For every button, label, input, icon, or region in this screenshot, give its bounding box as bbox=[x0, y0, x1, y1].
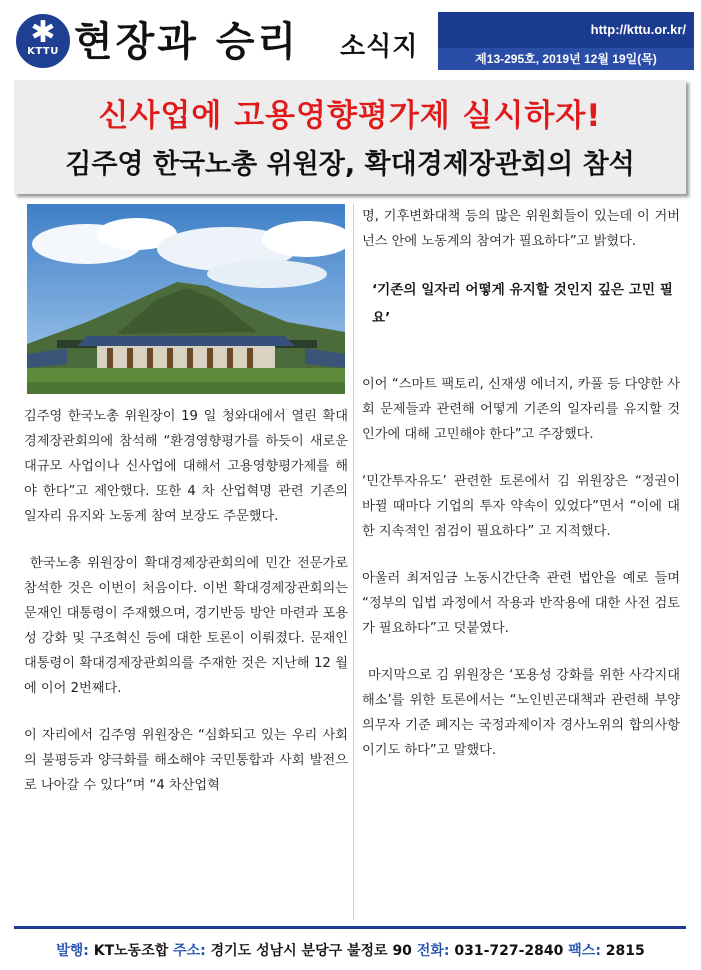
issue-info-box bbox=[438, 12, 694, 70]
article-paragraph: ‘민간투자유도’ 관련한 토론에서 김 위원장은 “정권이 바뀔 때마다 기업의 투자 약속이 있었다”면서 “이에 대한 지속적인 점검이 필요하다” 고 지적했다. bbox=[362, 474, 680, 539]
publisher-label: 발행: bbox=[56, 943, 89, 959]
masthead-subtitle: 소식지 bbox=[340, 32, 419, 62]
publisher-name: KT노동조합 bbox=[93, 943, 169, 959]
issue-number-date: 제13-295호, 2019년 12월 19일(목) bbox=[438, 48, 694, 70]
website-url[interactable]: http://kttu.or.kr/ bbox=[590, 22, 686, 37]
masthead-title: 현장과 승리 bbox=[74, 18, 300, 65]
fax-label: 팩스: bbox=[568, 943, 601, 959]
column-divider bbox=[353, 204, 355, 920]
article-paragraph: 이어 “스마트 팩토리, 신재생 에너지, 카풀 등 다양한 사회 문제들과 관련해 어떻게 기존의 일자리를 유지할 것인가에 대해 고민해야 한다”고 주장했다. bbox=[362, 377, 680, 442]
article-paragraph: 한국노총 위원장이 확대경제장관회의에 민간 전문가로 참석한 것은 이번이 처음이다. 이번 확대경제장관회의는 문재인 대통령이 주재했으며, 경기반등 방안 마련과 포용성 강화 및 구조혁신 등에 대한 토론이 이뤄졌다. 문재인 대통령이 확대경제장관회의를 주재한 것은 지난해 12 월에 이어 2번째다. bbox=[24, 556, 348, 696]
fax-value: 2815 bbox=[605, 943, 645, 959]
section-subhead: ‘기존의 일자리 어떻게 유지할 것인지 깊은 고민 필요’ bbox=[372, 282, 673, 326]
kttu-logo bbox=[16, 14, 70, 68]
logo-text: KTTU bbox=[27, 46, 59, 57]
sub-headline: 김주영 한국노총 위원장, 확대경제장관회의 참석 bbox=[65, 149, 635, 180]
blue-house-photo bbox=[27, 204, 345, 394]
photo-illustration bbox=[27, 204, 345, 394]
footer-rule bbox=[14, 926, 686, 929]
address-label: 주소: bbox=[173, 943, 206, 959]
address-value: 경기도 성남시 분당구 불정로 90 bbox=[210, 943, 412, 959]
phone-value: 031-727-2840 bbox=[454, 943, 564, 959]
main-headline: 신사업에 고용영향평가제 실시하자! bbox=[98, 98, 602, 134]
publisher-footer bbox=[0, 940, 701, 960]
article-left-column bbox=[24, 404, 348, 820]
article-right-column bbox=[362, 204, 680, 785]
article-paragraph: 아울러 최저임금 노동시간단축 관련 법안을 예로 들며 “정부의 입법 과정에서 작용과 반작용에 대한 사전 검토가 필요하다”고 덧붙였다. bbox=[362, 571, 680, 636]
masthead bbox=[10, 8, 694, 70]
headline-band bbox=[14, 80, 686, 194]
star-icon: ✱ bbox=[30, 15, 56, 50]
article-paragraph: 명, 기후변화대책 등의 많은 위원회들이 있는데 이 거버넌스 안에 노동계의 참여가 필요하다”고 밝혔다. bbox=[362, 209, 680, 249]
article-paragraph: 이 자리에서 김주영 위원장은 “심화되고 있는 우리 사회의 불평등과 양극화를 해소해야 국민통합과 사회 발전으로 나아갈 수 있다”며 “4 차산업혁 bbox=[24, 728, 348, 793]
article-paragraph: 마지막으로 김 위원장은 ‘포용성 강화를 위한 사각지대 해소’를 위한 토론에서는 “노인빈곤대책과 관련해 부양의무자 기준 폐지는 국정과제이자 경사노위의 합의사항이기도 하다”고 말했다. bbox=[362, 668, 680, 758]
article-paragraph: 김주영 한국노총 위원장이 19 일 청와대에서 열린 확대경제장관회의에 참석해 “환경영향평가를 하듯이 새로운 대규모 사업이나 신사업에 대해서 고용영향평가제를 해야 한다”고 제안했다. 또한 4 차 산업혁명 관련 기존의 일자리 유지와 노동계 참여 보장도 주문했다. bbox=[24, 409, 348, 524]
phone-label: 전화: bbox=[416, 943, 450, 959]
